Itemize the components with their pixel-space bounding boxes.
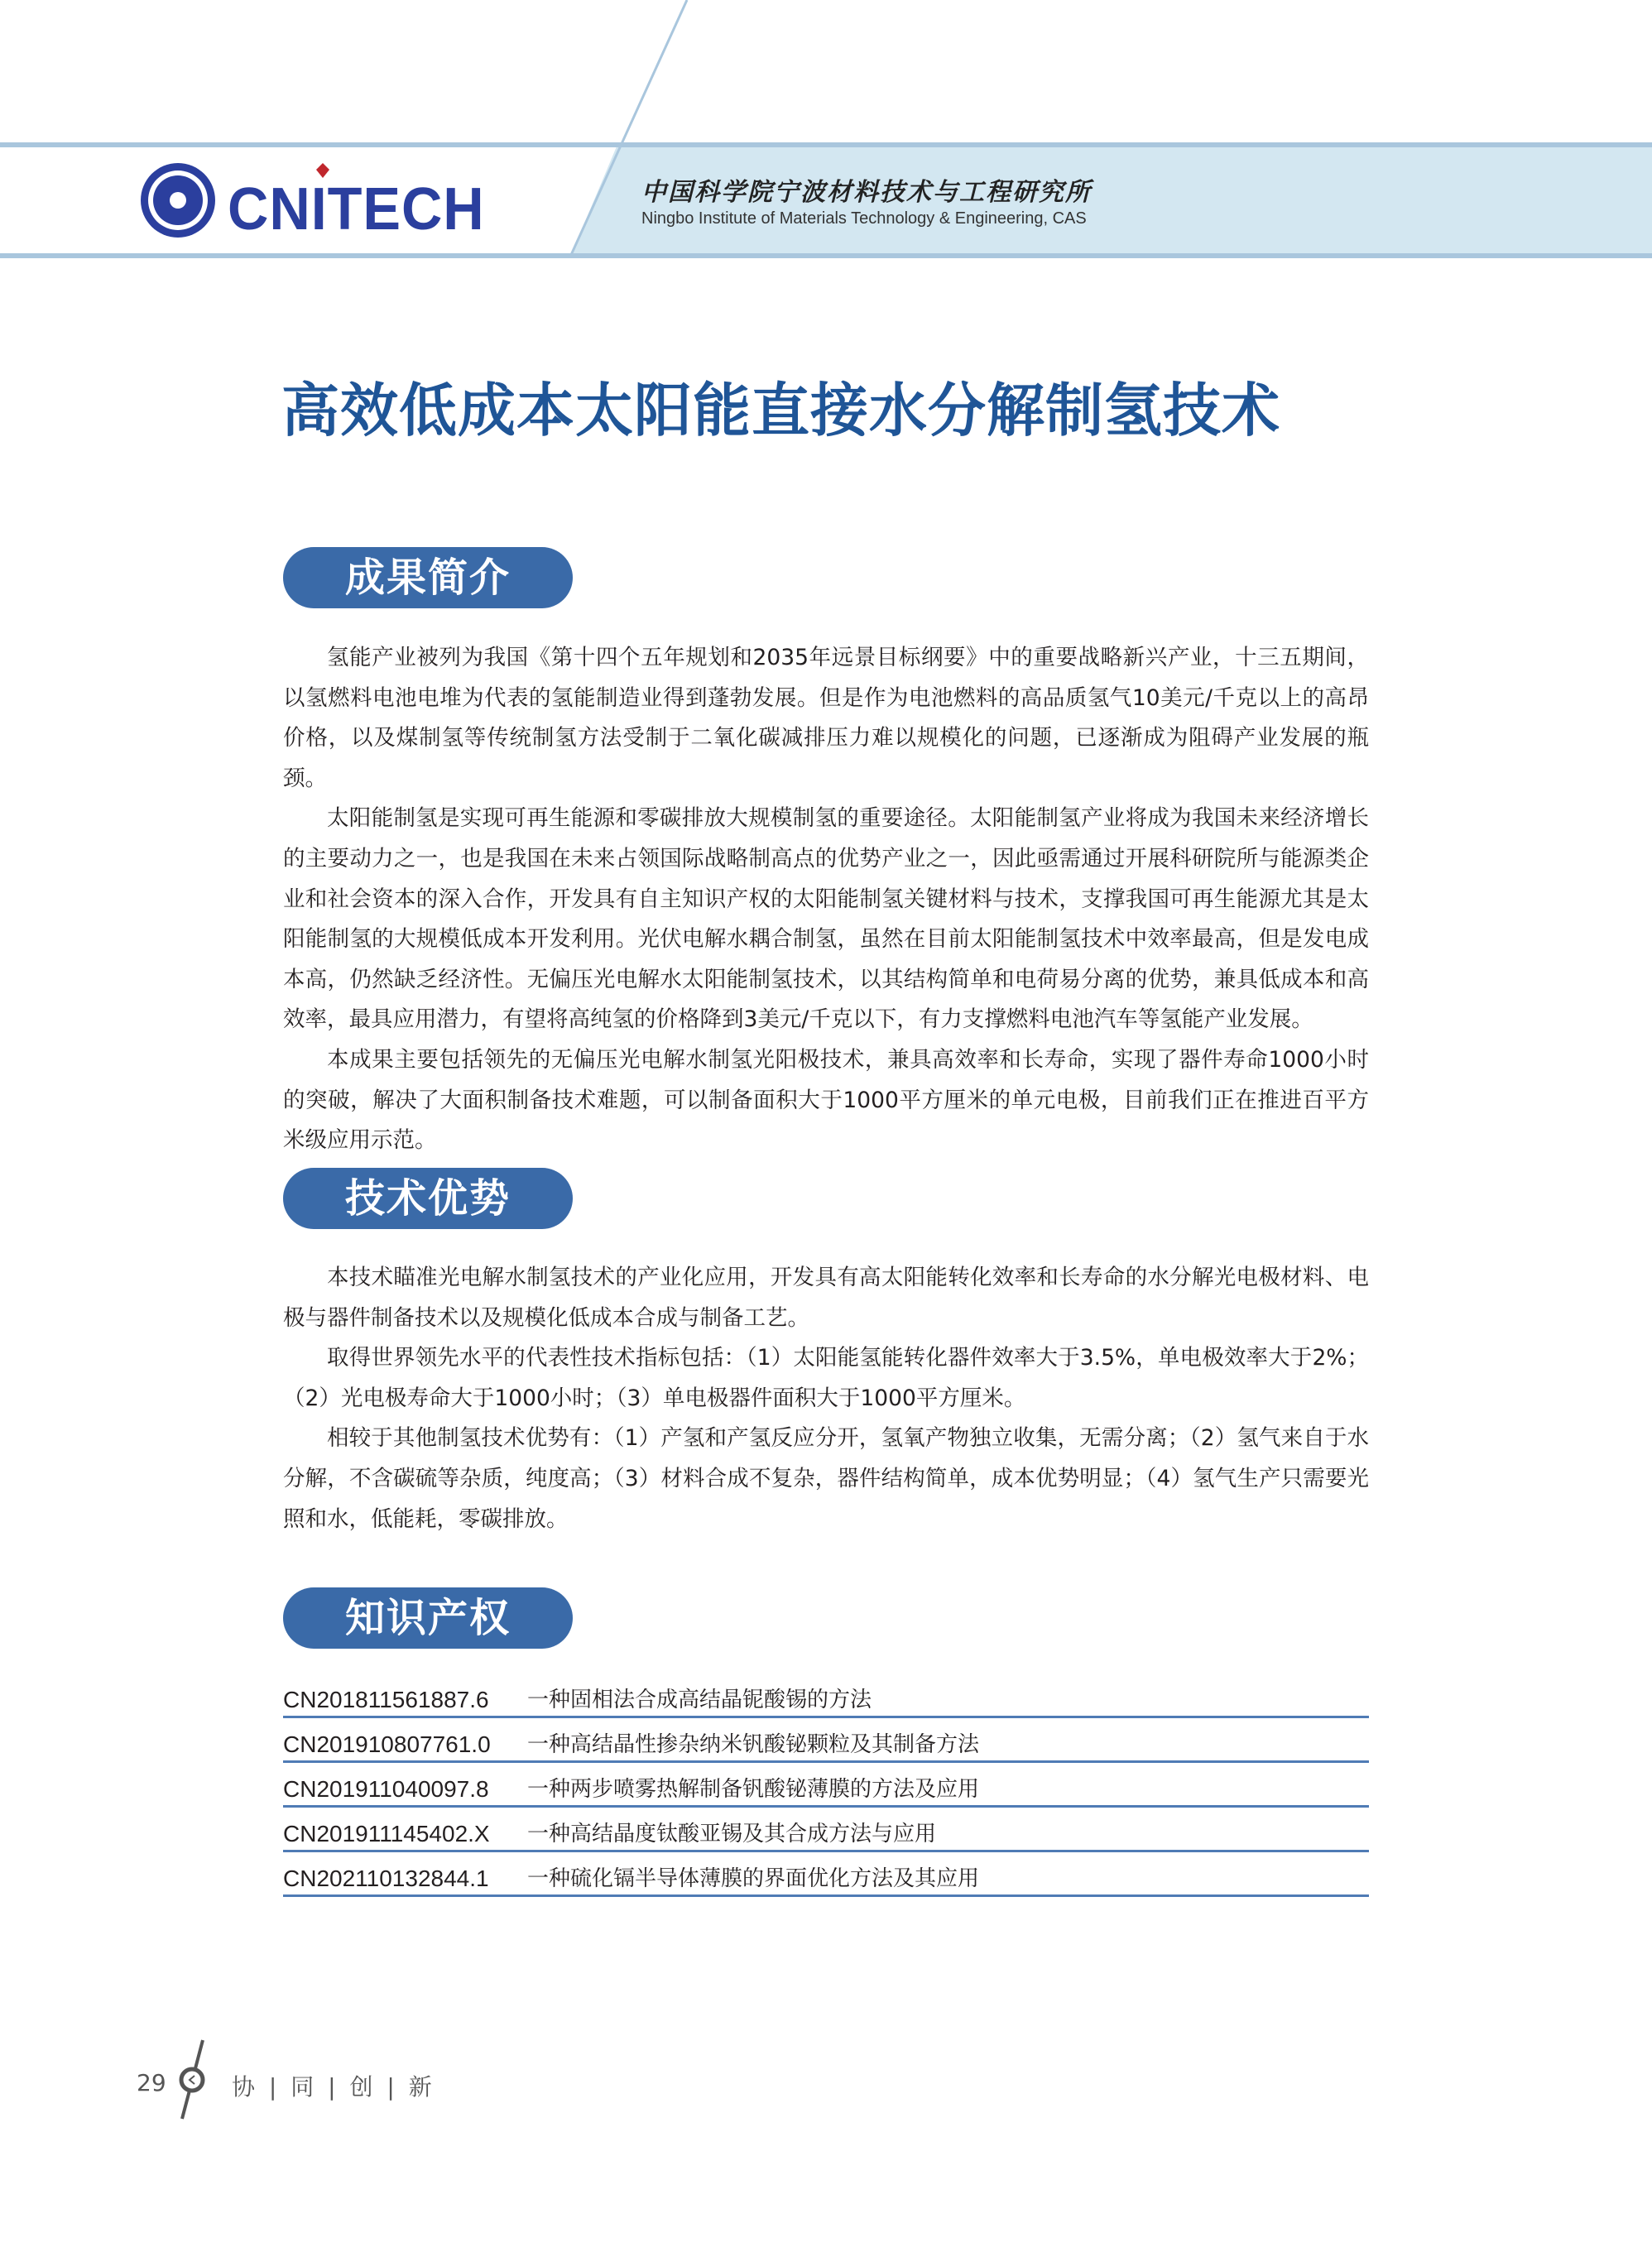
header-top-rule — [0, 142, 1652, 147]
patent-title: 一种硫化镉半导体薄膜的界面优化方法及其应用 — [527, 1866, 980, 1891]
patent-title: 一种两步喷雾热解制备钒酸铋薄膜的方法及应用 — [527, 1777, 980, 1802]
patent-row — [283, 1765, 1369, 1808]
patent-title: 一种高结晶性掺杂纳米钒酸铋颗粒及其制备方法 — [527, 1732, 980, 1757]
slogan: 协 | 同 | 创 | 新 — [232, 2073, 435, 2101]
institute-name-cn: 中国科学院宁波材料技术与工程研究所 — [641, 178, 1092, 207]
patent-number: CN201811561887.6 — [283, 1687, 489, 1712]
patent-title: 一种固相法合成高结晶铌酸锡的方法 — [527, 1688, 872, 1712]
paragraph: 太阳能制氢是实现可再生能源和零碳排放大规模制氢的重要途径。太阳能制氢产业将成为我国未来经济增长的主要动力之一，也是我国在未来占领国际战略制高点的优势产业之一，因此亟需通过开展科研院所与能源类企业和社会资本的深入合作，开发具有自主知识产权的太阳能制氢关键材料与技术，支撑我国可再生能源尤其是太阳能制氢的大规模低成本开发利用。光伏电解水耦合制氢，虽然在目前太阳能制氢技术中效率最高，但是发电成本高，仍然缺乏经济性。无偏压光电解水太阳能制氢技术，以其结构简单和电荷易分离的优势，兼具低成本和高效率，最具应用潜力，有望将高纯氢的价格降到3美元/千克以下，有力支撑燃料电池汽车等氢能产业发展。 — [283, 805, 1369, 1033]
patent-number: CN201911145402.X — [283, 1821, 490, 1846]
paragraph: 本成果主要包括领先的无偏压光电解水制氢光阳极技术，兼具高效率和长寿命，实现了器件寿命1000小时的突破，解决了大面积制备技术难题，可以制备面积大于1000平方厘米的单元电极，目前我们正在推进百平方米级应用示范。 — [283, 1046, 1369, 1154]
patent-row — [283, 1676, 1369, 1718]
paragraph: 本技术瞄准光电解水制氢技术的产业化应用，开发具有高太阳能转化效率和长寿命的水分解光电极材料、电极与器件制备技术以及规模化低成本合成与制备工艺。 — [283, 1265, 1369, 1331]
patent-row — [283, 1810, 1369, 1852]
section-heading-ip: 知识产权 — [283, 1587, 573, 1649]
patent-number: CN201910807761.0 — [283, 1731, 491, 1757]
patent-number: CN202110132844.1 — [283, 1866, 489, 1891]
paragraph: 取得世界领先水平的代表性技术指标包括：（1）太阳能氢能转化器件效率大于3.5%，单电极效率大于2%；（2）光电极寿命大于1000小时；（3）单电极器件面积大于1000平方厘米。 — [283, 1345, 1369, 1411]
cas-emblem-icon — [141, 163, 215, 238]
page-marker-icon — [170, 2036, 219, 2127]
section-heading-intro: 成果简介 — [283, 547, 573, 608]
patent-number: CN201911040097.8 — [283, 1776, 489, 1802]
patent-row — [283, 1721, 1369, 1763]
patent-list — [283, 1676, 1369, 1899]
section-advantages-body — [283, 1258, 1369, 1539]
header-bottom-rule — [0, 253, 1652, 258]
patent-row — [283, 1855, 1369, 1897]
paragraph: 相较于其他制氢技术优势有：（1）产氢和产氢反应分开，氢氧产物独立收集，无需分离；（2）氢气来自于水分解，不含碳硫等杂质，纯度高；（3）材料合成不复杂，器件结构简单，成本优势明显；（4）氢气生产只需要光照和水，低能耗，零碳排放。 — [283, 1425, 1369, 1532]
patent-title: 一种高结晶度钛酸亚锡及其合成方法与应用 — [527, 1822, 937, 1846]
page-number: 29 — [137, 2069, 166, 2096]
section-intro-body — [283, 638, 1369, 1161]
logo-text: CNITECH — [228, 176, 485, 243]
institute-name-en: Ningbo Institute of Materials Technology & Engineering, CAS — [641, 209, 1087, 228]
page-title: 高效低成本太阳能直接水分解制氢技术 — [281, 377, 1280, 444]
section-heading-advantages: 技术优势 — [283, 1168, 573, 1229]
paragraph: 氢能产业被列为我国《第十四个五年规划和2035年远景目标纲要》中的重要战略新兴产业，十三五期间，以氢燃料电池电堆为代表的氢能制造业得到蓬勃发展。但是作为电池燃料的高品质氢气10美元/千克以上的高昂价格，以及煤制氢等传统制氢方法受制于二氧化碳减排压力难以规模化的问题，已逐渐成为阻碍产业发展的瓶颈。 — [283, 645, 1369, 791]
